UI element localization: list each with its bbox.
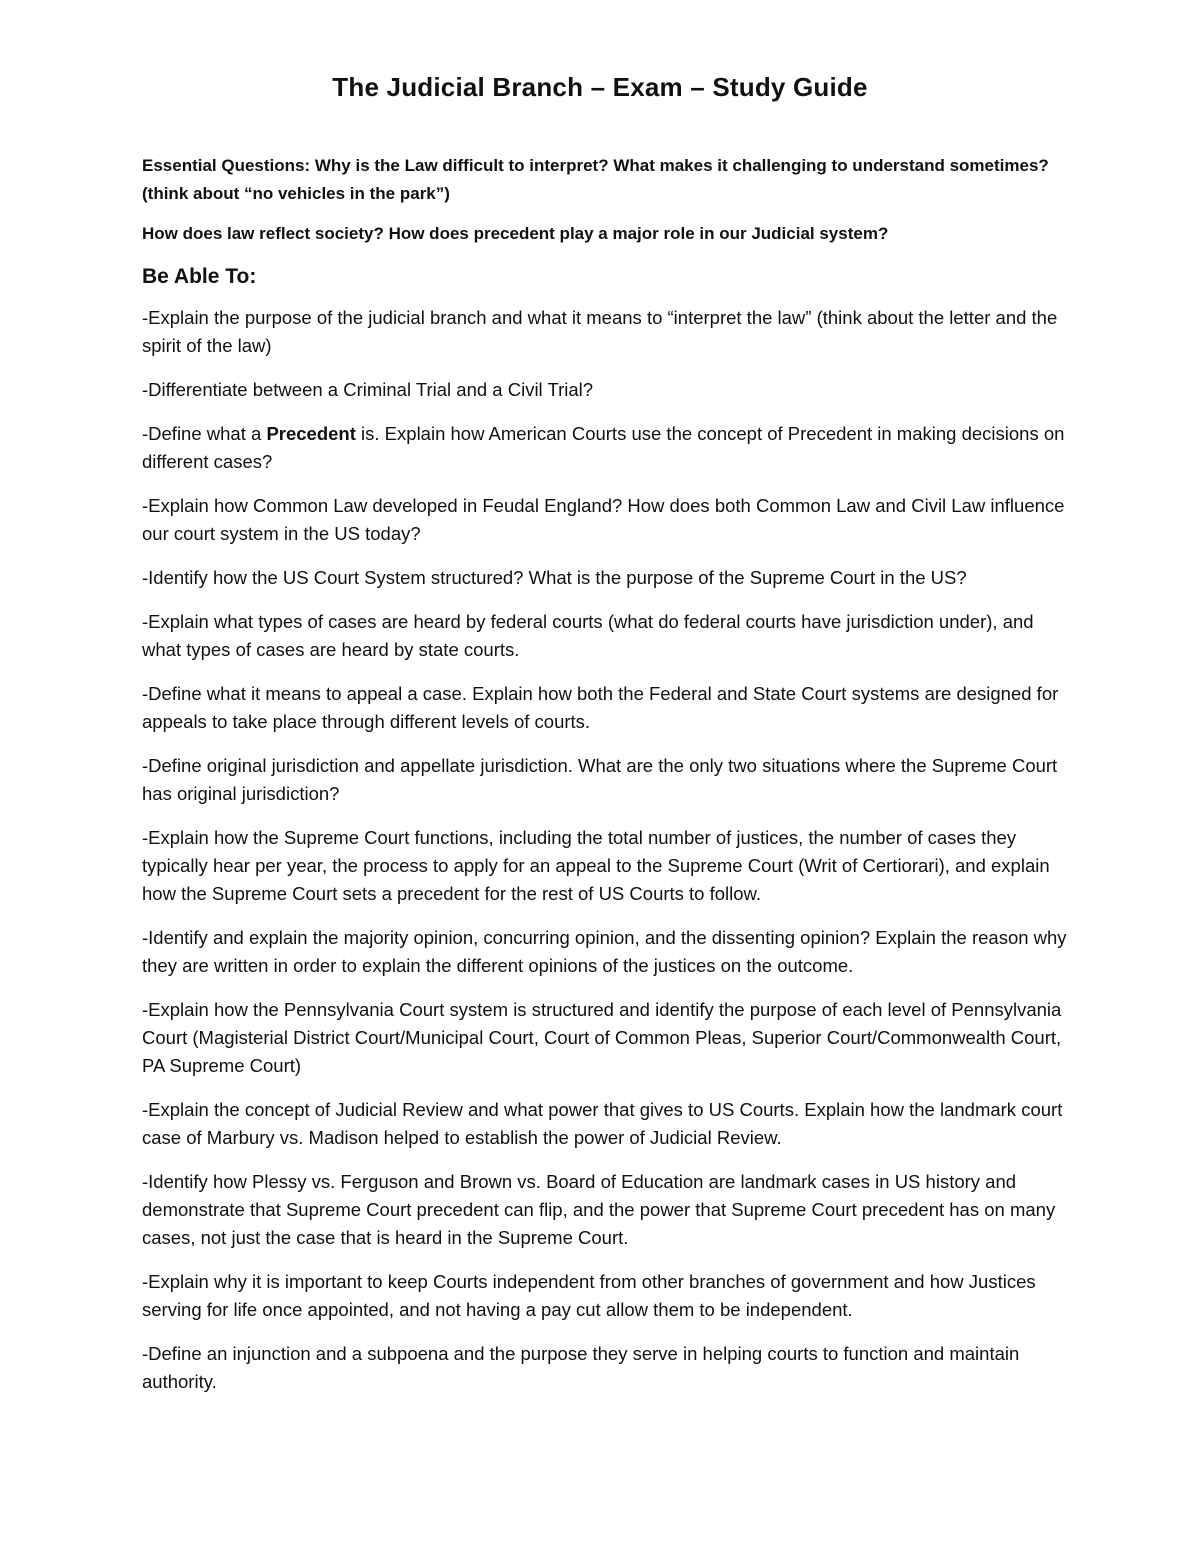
study-item: -Explain how the Pennsylvania Court system is structured and identify the purpose of each level of Pennsylvania Court (Magisterial District Court/Municipal Court, Court of Common Pleas, Superior Court/Commonwealth Court, PA Supreme Court) [142,999,1062,1076]
precedent-term: Precedent [266,423,356,444]
study-item: -Explain what types of cases are heard by federal courts (what do federal courts have jurisdiction under), and what types of cases are heard by state courts. [142,611,1034,660]
study-item: -Define original jurisdiction and appellate jurisdiction. What are the only two situations where the Supreme Court has original jurisdiction? [142,755,1058,804]
document-body [142,152,1072,1412]
study-item: -Identify and explain the majority opinion, concurring opinion, and the dissenting opinion? Explain the reason why they are written in order to explain the different opinions of the justices on the outcome. [142,927,1067,976]
study-item: -Explain why it is important to keep Courts independent from other branches of government and how Justices serving for life once appointed, and not having a pay cut allow them to be independent. [142,1271,1036,1320]
study-item-text: is. Explain how American Courts use the concept of Precedent in making decisions on different cases? [142,423,1065,472]
study-item: -Explain how Common Law developed in Feudal England? How does both Common Law and Civil Law influence our court system in the US today? [142,495,1065,544]
be-able-to-heading: Be Able To: [142,265,257,288]
study-item: -Explain the concept of Judicial Review and what power that gives to US Courts. Explain how the landmark court case of Marbury vs. Madison helped to establish the power of Judicial Review. [142,1099,1063,1148]
essential-questions-paragraph-2: How does law reflect society? How does precedent play a major role in our Judicial system? [142,224,889,243]
study-item: -Differentiate between a Criminal Trial and a Civil Trial? [142,379,594,400]
study-item: -Identify how the US Court System structured? What is the purpose of the Supreme Court in the US? [142,567,967,588]
document-title: The Judicial Branch – Exam – Study Guide [332,72,868,102]
essential-questions-paragraph: Essential Questions: Why is the Law difficult to interpret? What makes it challenging to understand sometimes? (think about “no vehicles in the park”) [142,156,1049,203]
study-item-precedent [142,420,1072,476]
study-item: -Explain how the Supreme Court functions, including the total number of justices, the number of cases they typically hear per year, the process to apply for an appeal to the Supreme Court (Writ of Certiorari), and explain how the Supreme Court sets a precedent for the rest of US Courts to follow. [142,827,1050,904]
study-item: -Explain the purpose of the judicial branch and what it means to “interpret the law” (think about the letter and the spirit of the law) [142,307,1058,356]
study-item-text: -Define what a [142,423,267,444]
study-item: -Define what it means to appeal a case. Explain how both the Federal and State Court systems are designed for appeals to take place through different levels of courts. [142,683,1059,732]
study-item: -Identify how Plessy vs. Ferguson and Brown vs. Board of Education are landmark cases in US history and demonstrate that Supreme Court precedent can flip, and the power that Supreme Court precedent has on many cases, not just the case that is heard in the Supreme Court. [142,1171,1056,1248]
study-item: -Define an injunction and a subpoena and the purpose they serve in helping courts to function and maintain authority. [142,1343,1020,1392]
